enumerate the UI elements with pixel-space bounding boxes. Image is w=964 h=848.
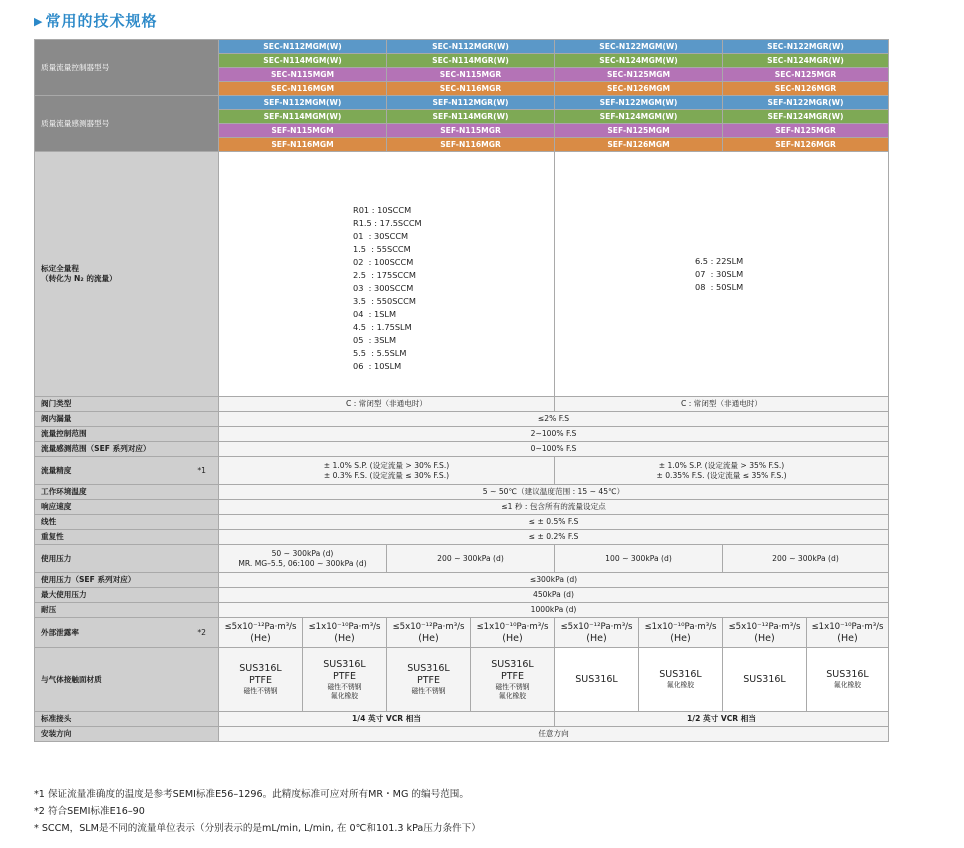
repeatability-label: 重复性: [35, 530, 219, 545]
materials-label: 与气体接触面材质: [35, 648, 219, 712]
leak-rate-gas: (He): [334, 632, 355, 644]
sensing-range-value: 0~100% F.S: [219, 442, 889, 457]
sensor-model-name: SEF-N126MGR: [723, 138, 889, 152]
material-cell: [555, 648, 639, 712]
leak-rate-cell: [639, 618, 723, 648]
controller-model-name: SEC-N112MGR(W): [387, 40, 555, 54]
leak-rate-cell: [471, 618, 555, 648]
leak-rate-value: ≤5x10⁻¹²Pa·m³/s: [728, 621, 801, 632]
proof-pressure-label: 耐压: [35, 603, 219, 618]
sensor-model-name: SEF-N125MGM: [555, 124, 723, 138]
orientation-label: 安装方向: [35, 727, 219, 742]
material-cell: [807, 648, 889, 712]
controller-model-name: SEC-N116MGM: [219, 82, 387, 96]
pressure-value: 200 ~ 300kPa (d): [723, 545, 889, 573]
material-sub: 氟化橡胶: [833, 681, 862, 689]
ambient-temp-label: 工作环境温度: [35, 485, 219, 500]
material-sub: 氟化橡胶: [666, 681, 695, 689]
control-range-value: 2~100% F.S: [219, 427, 889, 442]
sensor-model-name: SEF-N114MGR(W): [387, 110, 555, 124]
ambient-temp-value: 5 ~ 50℃（建议温度范围 : 15 ~ 45℃）: [219, 485, 889, 500]
material-cell: [303, 648, 387, 712]
leak-rate-value: ≤1x10⁻¹⁰Pa·m³/s: [811, 621, 884, 632]
material-cell: [723, 648, 807, 712]
controller-model-name: SEC-N114MGM(W): [219, 54, 387, 68]
leak-rate-cell: [387, 618, 471, 648]
material-cell: [471, 648, 555, 712]
control-range-row: [35, 427, 889, 442]
material-cell: [219, 648, 303, 712]
orientation-value: 任意方向: [219, 727, 889, 742]
max-pressure-row: [35, 588, 889, 603]
proof-pressure-value: 1000kPa (d): [219, 603, 889, 618]
range-left-cell: [219, 152, 555, 397]
controller-model-name: SEC-N124MGR(W): [723, 54, 889, 68]
material-main: SUS316L: [659, 669, 702, 680]
pressure-sef-row: [35, 573, 889, 588]
leak-rate-value: ≤5x10⁻¹²Pa·m³/s: [392, 621, 465, 632]
footnote-2: *2 符合SEMI标准E16–90: [34, 806, 145, 817]
sensing-range-row: [35, 442, 889, 457]
sensor-model-label: 质量流量感测器型号: [35, 96, 219, 152]
material-sub: 磁性不锈钢: [243, 687, 278, 695]
valve-leak-label: 阀内漏量: [35, 412, 219, 427]
material-cell: [387, 648, 471, 712]
accuracy-note-mark: *1: [197, 465, 206, 475]
proof-pressure-row: [35, 603, 889, 618]
ambient-temp-row: [35, 485, 889, 500]
linearity-row: [35, 515, 889, 530]
material-main: SUS316L: [743, 673, 786, 685]
leak-rate-gas: (He): [837, 632, 858, 644]
fitting-left: 1/4 英寸 VCR 相当: [219, 712, 555, 727]
controller-model-name: SEC-N112MGM(W): [219, 40, 387, 54]
controller-model-name: SEC-N122MGM(W): [555, 40, 723, 54]
max-pressure-label: 最大使用压力: [35, 588, 219, 603]
sensor-model-name: SEF-N125MGR: [723, 124, 889, 138]
controller-model-name: SEC-N115MGR: [387, 68, 555, 82]
leak-rate-cell: [555, 618, 639, 648]
accuracy-row: [35, 457, 889, 485]
leak-rate-note-mark: *2: [197, 627, 206, 637]
triangle-icon: ▶: [34, 15, 44, 28]
leak-rate-label-cell: [35, 618, 219, 648]
sensor-model-name: SEF-N115MGR: [387, 124, 555, 138]
range-left-list: R01 : 10SCCM R1.5 : 17.5SCCM 01 : 30SCCM 1.5 : 55SCCM 02 : 100SCCM 2.5 : 175SCCM 03 : 300SCCM 3.5 : 550SCCM 04 : 1SLM 4.5 : 1.75SLM 05 : 3SLM 5.5 : 5.5SLM 06 : 10SLM: [353, 204, 422, 371]
material-sub: 磁性不锈钢 氟化橡胶: [495, 682, 530, 700]
leak-rate-value: ≤5x10⁻¹²Pa·m³/s: [224, 621, 297, 632]
pressure-value: 200 ~ 300kPa (d): [387, 545, 555, 573]
material-main: SUS316L PTFE: [239, 663, 282, 686]
fitting-label: 标准接头: [35, 712, 219, 727]
leak-rate-value: ≤1x10⁻¹⁰Pa·m³/s: [644, 621, 717, 632]
accuracy-label: 流量精度: [41, 465, 72, 475]
leak-rate-cell: [807, 618, 889, 648]
sensor-model-name: SEF-N124MGM(W): [555, 110, 723, 124]
leak-rate-gas: (He): [418, 632, 439, 644]
controller-model-name: SEC-N114MGR(W): [387, 54, 555, 68]
fitting-row: [35, 712, 889, 727]
controller-model-name: SEC-N122MGR(W): [723, 40, 889, 54]
sensor-model-name: SEF-N112MGR(W): [387, 96, 555, 110]
material-sub: 磁性不锈钢 氟化橡胶: [327, 682, 362, 700]
response-speed-value: ≤1 秒 : 包含所有的流量设定点: [219, 500, 889, 515]
repeatability-row: [35, 530, 889, 545]
orientation-row: [35, 727, 889, 742]
sensor-model-name: SEF-N112MGM(W): [219, 96, 387, 110]
leak-rate-cell: [219, 618, 303, 648]
valve-leak-value: ≤2% F.S: [219, 412, 889, 427]
accuracy-right: ± 1.0% S.P. (设定流量 > 35% F.S.) ± 0.35% F.S. (设定流量 ≤ 35% F.S.): [555, 457, 889, 485]
footnote-1: *1 保证流量准确度的温度是参考SEMI标准E56–1296。此精度标准可应对所有MR・MG 的编号范围。: [34, 789, 469, 800]
repeatability-value: ≤ ± 0.2% F.S: [219, 530, 889, 545]
footnote-3: * SCCM，SLM是不同的流量单位表示（分别表示的是mL/min, L/min, 在 0℃和101.3 kPa压力条件下）: [34, 823, 481, 834]
material-main: SUS316L PTFE: [407, 663, 450, 686]
valve-leak-row: [35, 412, 889, 427]
linearity-value: ≤ ± 0.5% F.S: [219, 515, 889, 530]
leak-rate-cell: [723, 618, 807, 648]
leak-rate-label: 外部泄露率: [41, 627, 79, 637]
controller-model-name: SEC-N125MGM: [555, 68, 723, 82]
sensor-model-name: SEF-N124MGR(W): [723, 110, 889, 124]
range-label: 标定全量程 （转化为 N₂ 的流量）: [35, 152, 219, 397]
pressure-value: 100 ~ 300kPa (d): [555, 545, 723, 573]
sensor-model-name: SEF-N116MGR: [387, 138, 555, 152]
leak-rate-value: ≤5x10⁻¹²Pa·m³/s: [560, 621, 633, 632]
model-row: [35, 40, 889, 54]
leak-rate-gas: (He): [670, 632, 691, 644]
range-right-list: 6.5 : 22SLM 07 : 30SLM 08 : 50SLM: [695, 255, 744, 292]
controller-model-name: SEC-N124MGM(W): [555, 54, 723, 68]
sensor-model-name: SEF-N122MGM(W): [555, 96, 723, 110]
material-sub: 磁性不锈钢: [411, 687, 446, 695]
page-title: [34, 10, 157, 31]
valve-type-right: C : 常闭型（非通电时）: [555, 397, 889, 412]
material-main: SUS316L PTFE: [323, 658, 366, 682]
accuracy-left: ± 1.0% S.P. (设定流量 > 30% F.S.) ± 0.3% F.S. (设定流量 ≤ 30% F.S.): [219, 457, 555, 485]
sensing-range-label: 流量感测范围（SEF 系列对应）: [35, 442, 219, 457]
leak-rate-cell: [303, 618, 387, 648]
pressure-sef-value: ≤300kPa (d): [219, 573, 889, 588]
leak-rate-value: ≤1x10⁻¹⁰Pa·m³/s: [308, 621, 381, 632]
sensor-model-name: SEF-N116MGM: [219, 138, 387, 152]
material-cell: [639, 648, 723, 712]
linearity-label: 线性: [35, 515, 219, 530]
material-main: SUS316L: [826, 669, 869, 680]
sensor-model-name: SEF-N122MGR(W): [723, 96, 889, 110]
controller-model-name: SEC-N126MGM: [555, 82, 723, 96]
response-speed-label: 响应速度: [35, 500, 219, 515]
pressure-row: [35, 545, 889, 573]
footnotes: [34, 786, 481, 837]
valve-type-left: C : 常闭型（非通电时）: [219, 397, 555, 412]
page-title-text: 常用的技术规格: [45, 12, 158, 30]
model-row: [35, 96, 889, 110]
pressure-sef-label: 使用压力（SEF 系列对应）: [35, 573, 219, 588]
leak-rate-value: ≤1x10⁻¹⁰Pa·m³/s: [476, 621, 549, 632]
leak-rate-gas: (He): [502, 632, 523, 644]
leak-rate-gas: (He): [754, 632, 775, 644]
leak-rate-row: [35, 618, 889, 648]
sensor-model-name: SEF-N126MGM: [555, 138, 723, 152]
control-range-label: 流量控制范围: [35, 427, 219, 442]
pressure-value: 50 ~ 300kPa (d) MR. MG–5.5, 06:100 ~ 300kPa (d): [219, 545, 387, 573]
sensor-model-name: SEF-N114MGM(W): [219, 110, 387, 124]
range-right-cell: [555, 152, 889, 397]
spec-table: [34, 39, 889, 742]
accuracy-label-cell: [35, 457, 219, 485]
material-main: SUS316L: [575, 673, 618, 685]
valve-type-label: 阀门类型: [35, 397, 219, 412]
controller-model-name: SEC-N116MGR: [387, 82, 555, 96]
sensor-model-name: SEF-N115MGM: [219, 124, 387, 138]
response-speed-row: [35, 500, 889, 515]
fitting-right: 1/2 英寸 VCR 相当: [555, 712, 889, 727]
materials-row: [35, 648, 889, 712]
material-main: SUS316L PTFE: [491, 658, 534, 682]
max-pressure-value: 450kPa (d): [219, 588, 889, 603]
pressure-label: 使用压力: [35, 545, 219, 573]
spec-table-body: [35, 40, 889, 742]
controller-model-name: SEC-N126MGR: [723, 82, 889, 96]
leak-rate-gas: (He): [586, 632, 607, 644]
range-row: [35, 152, 889, 397]
valve-type-row: [35, 397, 889, 412]
controller-model-name: SEC-N125MGR: [723, 68, 889, 82]
controller-model-name: SEC-N115MGM: [219, 68, 387, 82]
leak-rate-gas: (He): [250, 632, 271, 644]
controller-model-label: 质量流量控制器型号: [35, 40, 219, 96]
